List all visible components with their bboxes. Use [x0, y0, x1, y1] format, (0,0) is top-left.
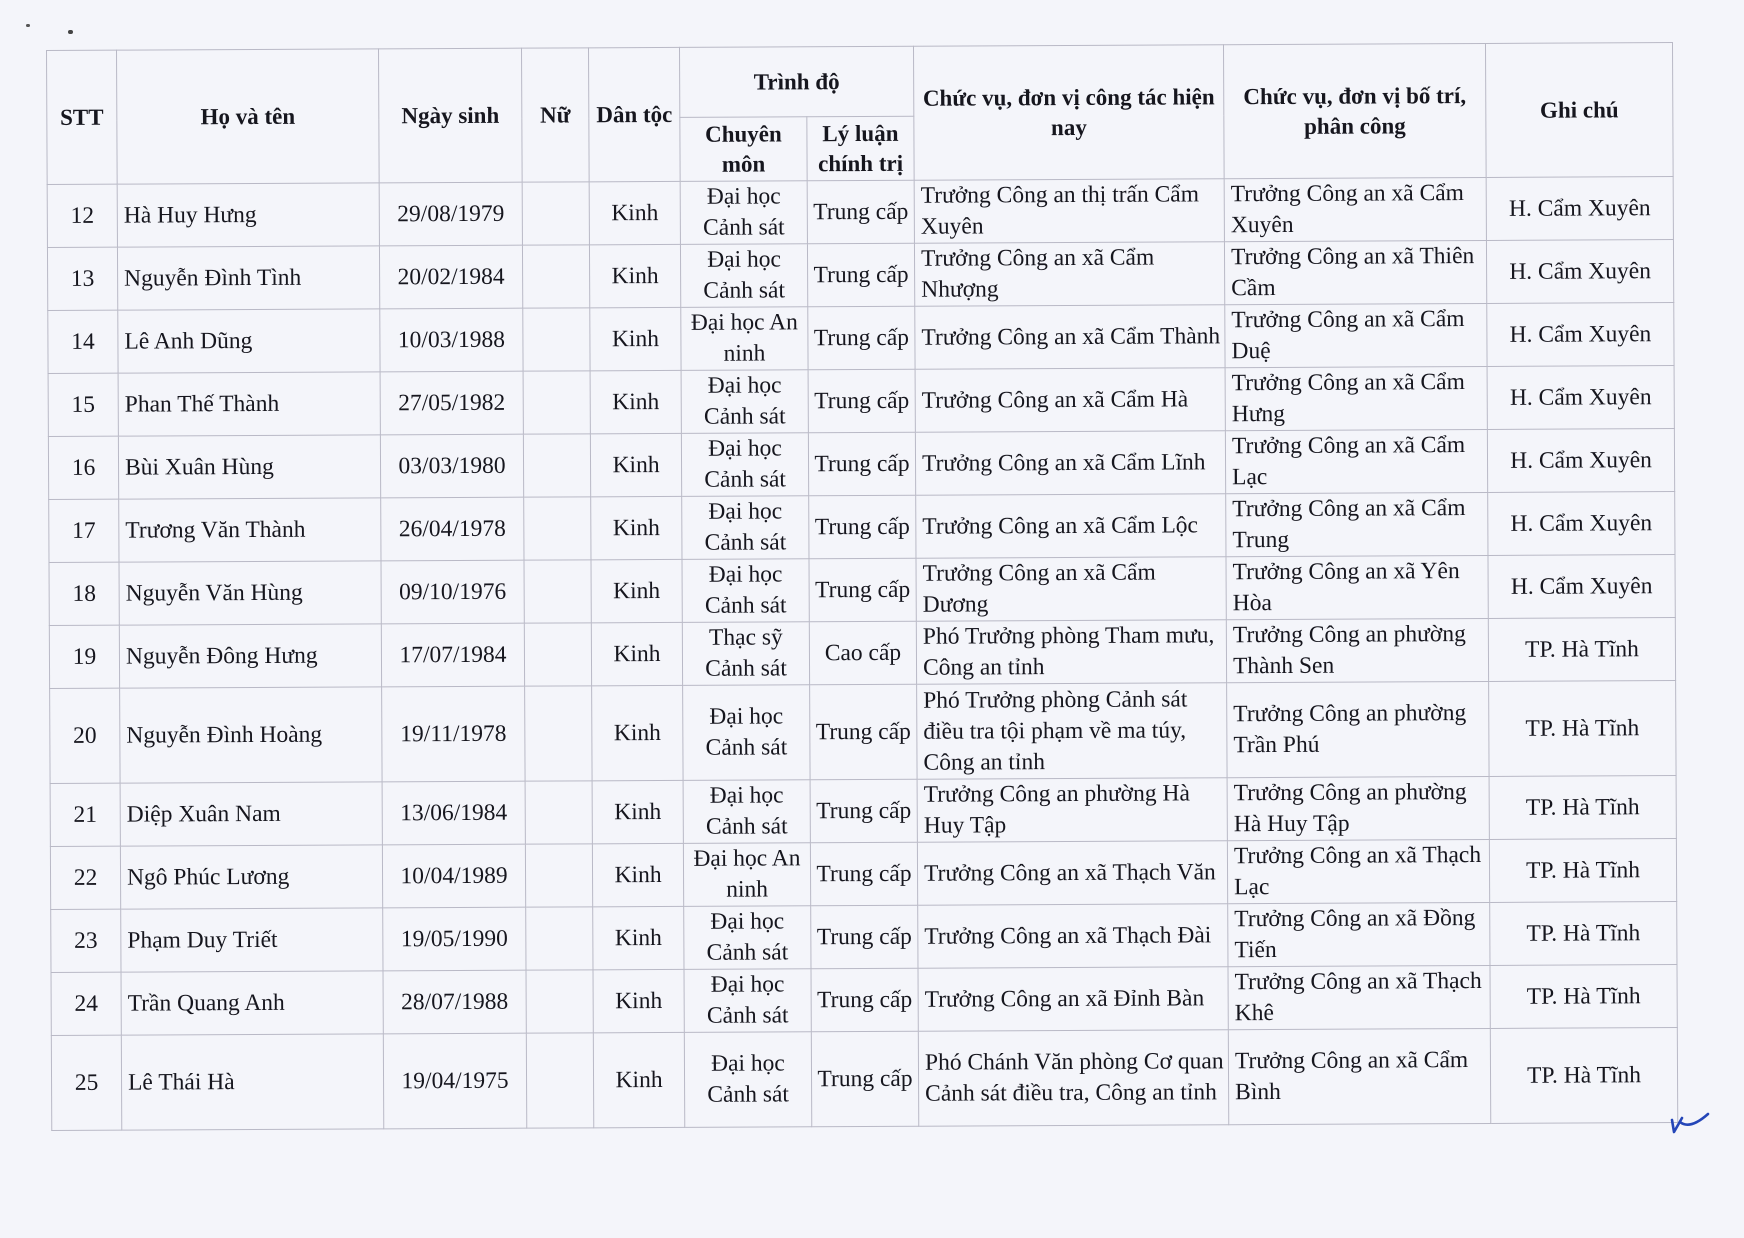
- cell-dob: 10/03/1988: [380, 308, 523, 372]
- header-level: Trình độ: [679, 46, 913, 117]
- cell-dob: 26/04/1978: [381, 497, 524, 561]
- cell-note: TP. Hà Tĩnh: [1490, 902, 1677, 966]
- cell-dob: 29/08/1979: [379, 182, 522, 246]
- header-dob: Ngày sinh: [378, 48, 522, 183]
- cell-female: [522, 245, 589, 308]
- cell-current-position: Phó Trưởng phòng Cảnh sát điều tra tội phạm về ma túy, Công an tỉnh: [917, 683, 1227, 780]
- cell-note: H. Cẩm Xuyên: [1486, 177, 1673, 241]
- cell-note: TP. Hà Tĩnh: [1490, 1028, 1677, 1124]
- cell-stt: 13: [47, 247, 117, 310]
- table-row: [51, 902, 1677, 973]
- cell-dob: 13/06/1984: [382, 781, 525, 845]
- cell-ethnicity: Kinh: [592, 843, 683, 906]
- header-current-position: Chức vụ, đơn vị công tác hiện nay: [914, 45, 1225, 181]
- personnel-table: [46, 42, 1678, 1131]
- cell-political: Trung cấp: [808, 432, 915, 496]
- cell-specialty: Đại học Cảnh sát: [683, 685, 810, 781]
- cell-female: [523, 371, 590, 434]
- cell-political: Trung cấp: [809, 495, 916, 559]
- cell-female: [526, 1033, 593, 1128]
- cell-name: Trần Quang Anh: [121, 971, 383, 1035]
- cell-ethnicity: Kinh: [592, 780, 683, 843]
- cell-female: [524, 560, 591, 623]
- cell-stt: 24: [51, 972, 121, 1035]
- cell-female: [523, 434, 590, 497]
- cell-specialty: Đại học Cảnh sát: [680, 181, 807, 245]
- table-row: [50, 776, 1676, 847]
- cell-female: [525, 844, 592, 907]
- cell-assigned-position: Trưởng Công an phường Thành Sen: [1226, 618, 1488, 682]
- cell-stt: 18: [49, 562, 119, 625]
- cell-stt: 21: [50, 783, 120, 846]
- cell-ethnicity: Kinh: [593, 1032, 684, 1127]
- cell-political: Trung cấp: [811, 1031, 918, 1127]
- cell-political: Trung cấp: [807, 243, 914, 307]
- cell-note: TP. Hà Tĩnh: [1490, 965, 1677, 1029]
- cell-current-position: Phó Trưởng phòng Tham mưu, Công an tỉnh: [916, 620, 1226, 685]
- cell-note: H. Cẩm Xuyên: [1488, 492, 1675, 556]
- cell-name: Bùi Xuân Hùng: [118, 435, 380, 499]
- cell-stt: 19: [49, 625, 119, 688]
- personnel-table-container: [46, 42, 1678, 1131]
- cell-name: Trương Văn Thành: [119, 498, 381, 562]
- cell-name: Nguyễn Đình Tình: [117, 246, 379, 310]
- cell-current-position: Trưởng Công an xã Cẩm Hà: [915, 368, 1225, 433]
- cell-current-position: Trưởng Công an xã Cẩm Dương: [916, 557, 1226, 622]
- cell-female: [525, 686, 592, 781]
- cell-ethnicity: Kinh: [593, 906, 684, 969]
- table-row: [51, 965, 1677, 1036]
- cell-stt: 22: [50, 846, 120, 909]
- cell-note: H. Cẩm Xuyên: [1486, 240, 1673, 304]
- cell-dob: 09/10/1976: [381, 560, 524, 624]
- cell-assigned-position: Trưởng Công an xã Yên Hòa: [1226, 555, 1488, 619]
- cell-female: [525, 781, 592, 844]
- cell-specialty: Đại học Cảnh sát: [680, 244, 807, 308]
- cell-specialty: Đại học An ninh: [683, 843, 810, 907]
- cell-specialty: Thạc sỹ Cảnh sát: [682, 622, 809, 686]
- cell-assigned-position: Trưởng Công an xã Thạch Khê: [1228, 965, 1490, 1029]
- cell-dob: 28/07/1988: [383, 970, 526, 1034]
- cell-ethnicity: Kinh: [593, 969, 684, 1032]
- cell-dob: 19/11/1978: [382, 686, 525, 782]
- cell-female: [524, 497, 591, 560]
- cell-stt: 16: [48, 436, 118, 499]
- cell-female: [522, 182, 589, 245]
- cell-dob: 20/02/1984: [379, 245, 522, 309]
- cell-current-position: Trưởng Công an thị trấn Cẩm Xuyên: [914, 179, 1224, 244]
- cell-current-position: Trưởng Công an xã Cẩm Lộc: [916, 494, 1226, 559]
- cell-name: Nguyễn Đình Hoàng: [120, 687, 382, 783]
- cell-assigned-position: Trưởng Công an phường Hà Huy Tập: [1227, 776, 1489, 840]
- table-row: [48, 303, 1674, 374]
- header-note: Ghi chú: [1486, 43, 1674, 178]
- cell-name: Phạm Duy Triết: [121, 908, 383, 972]
- cell-name: Nguyễn Văn Hùng: [119, 561, 381, 625]
- cell-political: Cao cấp: [809, 621, 916, 685]
- cell-stt: 23: [51, 909, 121, 972]
- cell-political: Trung cấp: [811, 905, 918, 969]
- cell-stt: 14: [48, 310, 118, 373]
- cell-specialty: Đại học Cảnh sát: [684, 969, 811, 1033]
- table-row: [49, 492, 1675, 563]
- header-female: Nữ: [521, 48, 589, 182]
- cell-name: Lê Anh Dũng: [118, 309, 380, 373]
- cell-specialty: Đại học Cảnh sát: [684, 1032, 811, 1128]
- cell-female: [526, 970, 593, 1033]
- header-name: Họ và tên: [117, 49, 380, 184]
- cell-female: [526, 907, 593, 970]
- cell-stt: 20: [50, 688, 120, 783]
- cell-current-position: Trưởng Công an xã Cẩm Thành: [915, 305, 1225, 370]
- cell-specialty: Đại học Cảnh sát: [684, 906, 811, 970]
- cell-assigned-position: Trưởng Công an xã Thạch Lạc: [1227, 839, 1489, 903]
- cell-note: H. Cẩm Xuyên: [1488, 555, 1675, 619]
- table-row: [47, 177, 1673, 248]
- header-assigned-position: Chức vụ, đơn vị bố trí, phân công: [1224, 43, 1487, 178]
- header-stt: STT: [47, 50, 118, 184]
- cell-note: TP. Hà Tĩnh: [1489, 681, 1676, 777]
- cell-political: Trung cấp: [810, 842, 917, 906]
- cell-name: Lê Thái Hà: [121, 1034, 383, 1130]
- cell-political: Trung cấp: [810, 779, 917, 843]
- cell-current-position: Trưởng Công an xã Đỉnh Bàn: [918, 967, 1228, 1032]
- cell-ethnicity: Kinh: [590, 370, 681, 433]
- cell-political: Trung cấp: [808, 369, 915, 433]
- cell-female: [523, 308, 590, 371]
- table-header: [47, 43, 1674, 185]
- cell-ethnicity: Kinh: [591, 559, 682, 622]
- cell-current-position: Trưởng Công an xã Thạch Đài: [918, 904, 1228, 969]
- cell-political: Trung cấp: [811, 968, 918, 1032]
- cell-ethnicity: Kinh: [590, 433, 681, 496]
- table-row: [48, 366, 1674, 437]
- header-ethnicity: Dân tộc: [588, 47, 680, 181]
- cell-political: Trung cấp: [808, 306, 915, 370]
- cell-note: TP. Hà Tĩnh: [1489, 839, 1676, 903]
- handwritten-initial-mark: [1668, 1110, 1712, 1136]
- table-body: [47, 177, 1678, 1131]
- cell-note: H. Cẩm Xuyên: [1487, 366, 1674, 430]
- cell-assigned-position: Trưởng Công an xã Cẩm Xuyên: [1224, 177, 1486, 241]
- cell-note: TP. Hà Tĩnh: [1489, 776, 1676, 840]
- cell-ethnicity: Kinh: [591, 496, 682, 559]
- cell-name: Phan Thế Thành: [118, 372, 380, 436]
- table-row: [50, 681, 1676, 784]
- cell-dob: 10/04/1989: [382, 844, 525, 908]
- header-specialty: Chuyên môn: [680, 117, 807, 182]
- cell-specialty: Đại học Cảnh sát: [682, 559, 809, 623]
- cell-assigned-position: Trưởng Công an xã Cẩm Duệ: [1225, 303, 1487, 367]
- cell-current-position: Trưởng Công an xã Cẩm Lĩnh: [915, 431, 1225, 496]
- cell-current-position: Trưởng Công an xã Cẩm Nhượng: [914, 242, 1224, 307]
- cell-note: H. Cẩm Xuyên: [1487, 303, 1674, 367]
- cell-ethnicity: Kinh: [589, 181, 680, 244]
- cell-political: Trung cấp: [807, 180, 914, 244]
- cell-assigned-position: Trưởng Công an xã Cẩm Bình: [1228, 1028, 1490, 1124]
- cell-dob: 03/03/1980: [380, 434, 523, 498]
- cell-specialty: Đại học Cảnh sát: [681, 433, 808, 497]
- cell-stt: 17: [49, 499, 119, 562]
- table-row: [49, 555, 1675, 626]
- cell-political: Trung cấp: [809, 558, 916, 622]
- cell-stt: 12: [47, 184, 117, 247]
- cell-assigned-position: Trưởng Công an xã Đồng Tiến: [1228, 902, 1490, 966]
- cell-current-position: Phó Chánh Văn phòng Cơ quan Cảnh sát điều tra, Công an tỉnh: [918, 1030, 1228, 1127]
- cell-note: H. Cẩm Xuyên: [1487, 429, 1674, 493]
- cell-name: Diệp Xuân Nam: [120, 782, 382, 846]
- cell-dob: 19/04/1975: [383, 1033, 526, 1129]
- table-row: [50, 839, 1676, 910]
- cell-dob: 19/05/1990: [383, 907, 526, 971]
- cell-assigned-position: Trưởng Công an xã Cẩm Lạc: [1225, 429, 1487, 493]
- scan-speck: [68, 30, 73, 34]
- header-political: Lý luận chính trị: [807, 116, 914, 181]
- cell-dob: 27/05/1982: [380, 371, 523, 435]
- cell-female: [524, 623, 591, 686]
- cell-note: TP. Hà Tĩnh: [1488, 618, 1675, 682]
- cell-political: Trung cấp: [810, 684, 917, 780]
- cell-ethnicity: Kinh: [592, 685, 683, 780]
- table-row: [48, 429, 1674, 500]
- scan-speck: [26, 24, 30, 27]
- cell-specialty: Đại học An ninh: [681, 307, 808, 371]
- table-row: [47, 240, 1673, 311]
- cell-current-position: Trưởng Công an xã Thạch Văn: [917, 841, 1227, 906]
- cell-name: Hà Huy Hưng: [117, 183, 379, 247]
- cell-specialty: Đại học Cảnh sát: [681, 370, 808, 434]
- table-row: [51, 1028, 1677, 1131]
- cell-stt: 25: [51, 1035, 121, 1130]
- cell-assigned-position: Trưởng Công an xã Thiên Cầm: [1224, 240, 1486, 304]
- cell-name: Nguyễn Đông Hưng: [119, 624, 381, 688]
- cell-assigned-position: Trưởng Công an xã Cẩm Trung: [1226, 492, 1488, 556]
- cell-assigned-position: Trưởng Công an xã Cẩm Hưng: [1225, 366, 1487, 430]
- cell-ethnicity: Kinh: [591, 622, 682, 685]
- cell-current-position: Trưởng Công an phường Hà Huy Tập: [917, 778, 1227, 843]
- cell-specialty: Đại học Cảnh sát: [682, 496, 809, 560]
- cell-ethnicity: Kinh: [589, 244, 680, 307]
- cell-assigned-position: Trưởng Công an phường Trần Phú: [1227, 681, 1489, 777]
- cell-dob: 17/07/1984: [381, 623, 524, 687]
- cell-ethnicity: Kinh: [590, 307, 681, 370]
- cell-specialty: Đại học Cảnh sát: [683, 780, 810, 844]
- table-row: [49, 618, 1675, 689]
- cell-stt: 15: [48, 373, 118, 436]
- cell-name: Ngô Phúc Lương: [120, 845, 382, 909]
